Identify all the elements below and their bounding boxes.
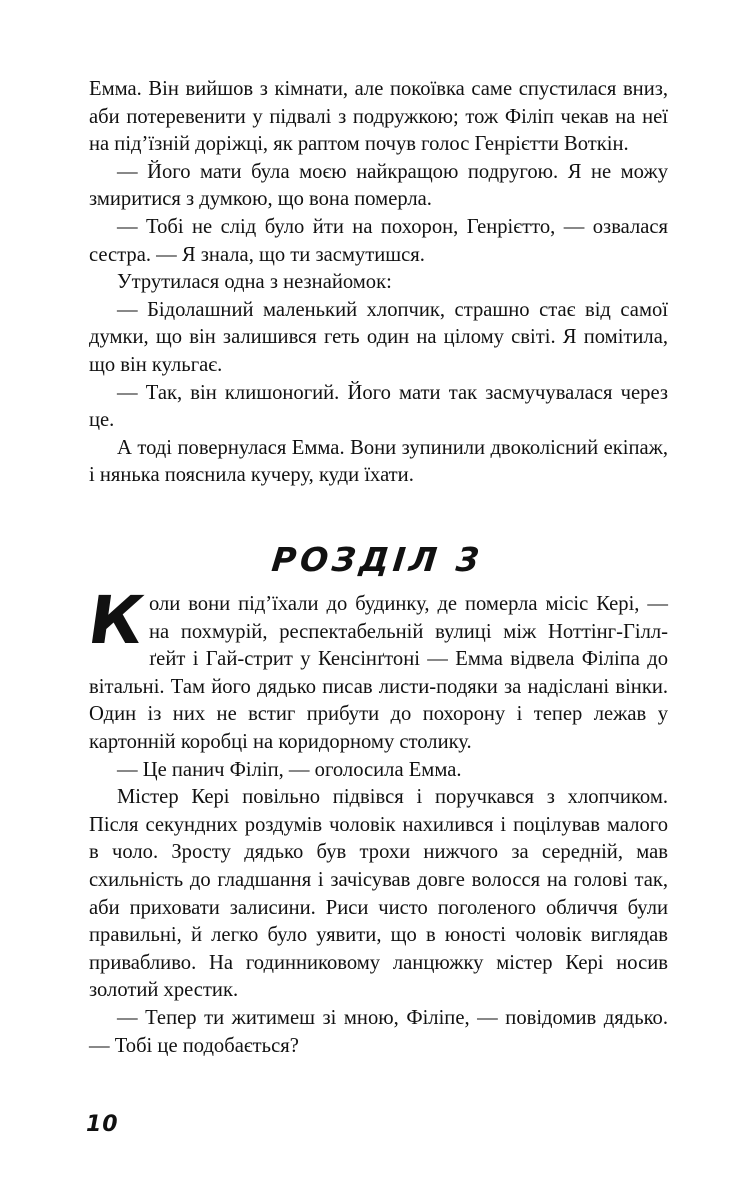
paragraph: — Тобі не слід було йти на похорон, Генрієтто, — озвалася сестра. — Я знала, що ти засмутишся.: [89, 215, 668, 266]
paragraph: — Так, він клишоногий. Його мати так засмучувалася через це.: [89, 381, 668, 432]
paragraph: — Його мати була моєю найкращою подругою. Я не можу змиритися з думкою, що вона померла.: [89, 160, 668, 211]
paragraph: Утрутилася одна з незнайомок:: [117, 271, 392, 294]
chapter-title: [0, 540, 756, 579]
chapter-opening-paragraph: [83, 582, 668, 757]
paragraph: Містер Кері повільно підвівся і поручкався з хлопчиком. Після секундних роздумів чоловік нахилився і поцілував малого в чоло. Зросту дядько був трохи нижчого за середній, мав схильність до гладшання і зачісував довге волосся на голові так, аби приховати залисини. Риси чисто поголеного обличчя були правильні, й легко було уявити, що в юності чоловік виглядав привабливо. На годинниковому ланцюжку містер Кері носив золотий хрестик.: [89, 786, 668, 1002]
paragraph: А тоді повернулася Емма. Вони зупинили двоколісний екіпаж, і нянька пояснила кучеру, куди їхати.: [89, 436, 668, 487]
page-number: 10: [86, 1112, 119, 1137]
opening-paragraph-text: оли вони під’їхали до будинку, де померла місіс Кері, — на похмурій, респектабельній вулиці між Ноттінг-Гілл-ґейт і Гай-стрит у Кенсінґтоні — Емма відвела Філіпа до вітальні. Там його дядько писав листи-подяки за надіслані вінки. Один із них не встиг прибути до похорону і тепер лежав у картонній коробці на коридорному столику.: [89, 593, 668, 753]
paragraph: — Це панич Філіп, — оголосила Емма.: [117, 758, 462, 781]
text-block-top: [89, 76, 668, 490]
paragraph: — Бідолашний маленький хлопчик, страшно стає від самої думки, що він залишився геть один на цілому світі. Я помітила, що він кульгає.: [89, 298, 668, 376]
text-block-bottom: [83, 582, 668, 1060]
drop-cap: К: [83, 582, 149, 659]
chapter-title-text: РОЗДІЛ 3: [270, 540, 486, 579]
paragraph: — Тепер ти житимеш зі мною, Філіпе, — повідомив дядько. — Тобі це подобається?: [89, 1006, 668, 1057]
paragraph: Емма. Він вийшов з кімнати, але покоївка саме спустилася вниз, аби потеревенити у підвалі з подружкою; тож Філіп чекав на неї на під’їзній доріжці, як раптом почув голос Генрієтти Воткін.: [89, 78, 668, 156]
